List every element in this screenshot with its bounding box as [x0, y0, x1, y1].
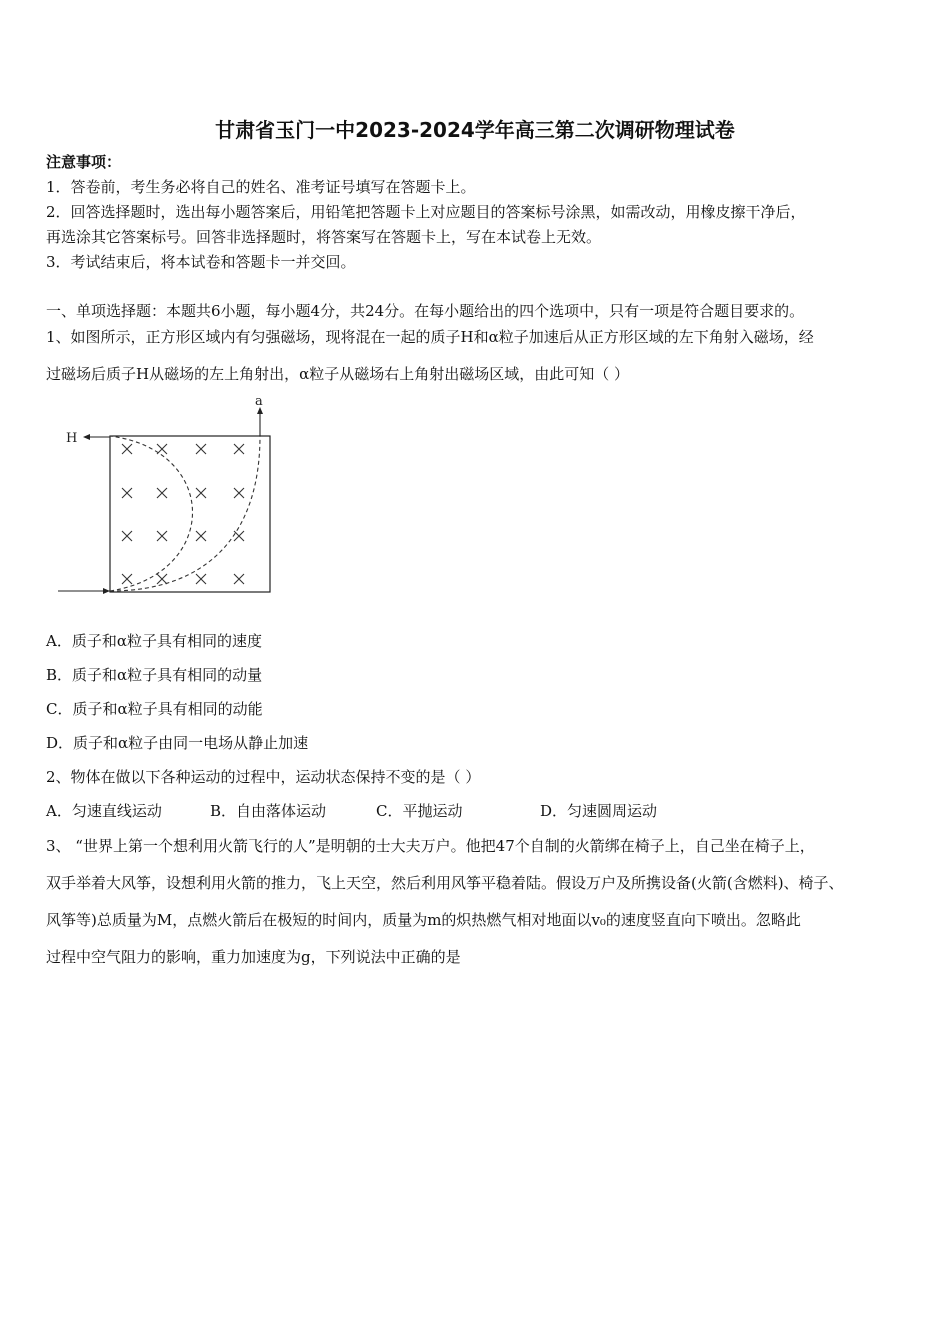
- question-3-stem: 风筝等)总质量为M，点燃火箭后在极短的时间内，质量为m的炽热燃气相对地面以v₀的速度竖直向下喷出。忽略此: [46, 911, 801, 929]
- alpha-trajectory: [110, 436, 260, 591]
- label-h: H: [66, 431, 78, 446]
- label-a: a: [255, 394, 263, 409]
- question-2-stem: 2、物体在做以下各种运动的过程中，运动状态保持不变的是（ ）: [46, 768, 481, 786]
- entry-arrow-icon: [103, 588, 110, 594]
- option-d: D．匀速圆周运动: [540, 802, 658, 820]
- question-1-stem: 过磁场后质子H从磁场的左上角射出，α粒子从磁场右上角射出磁场区域，由此可知（ ）: [46, 365, 629, 383]
- option-c: C．平抛运动: [376, 802, 463, 820]
- page-title: 甘肃省玉门一中2023-2024学年高三第二次调研物理试卷: [215, 118, 735, 142]
- notice-item: 2．回答选择题时，选出每小题答案后，用铅笔把答题卡上对应题目的答案标号涂黑，如需改动，用橡皮擦干净后，: [46, 203, 806, 221]
- option-a: A．质子和α粒子具有相同的速度: [46, 632, 262, 650]
- option-c: C．质子和α粒子具有相同的动能: [46, 700, 263, 718]
- proton-exit-arrow-icon: [83, 434, 90, 440]
- question-3-stem: 双手举着大风筝，设想利用火箭的推力，飞上天空，然后利用风筝平稳着陆。假设万户及所携设备(火箭(含燃料)、椅子、: [46, 874, 844, 892]
- option-b: B．自由落体运动: [210, 802, 327, 820]
- option-b: B．质子和α粒子具有相同的动量: [46, 666, 263, 684]
- notice-item: 再选涂其它答案标号。回答非选择题时，将答案写在答题卡上，写在本试卷上无效。: [46, 228, 602, 246]
- proton-trajectory: [110, 436, 193, 591]
- section-heading: 一、单项选择题：本题共6小题，每小题4分，共24分。在每小题给出的四个选项中，只有一项是符合题目要求的。: [46, 302, 805, 320]
- field-crosses: [122, 444, 244, 584]
- notice-item: 1．答卷前，考生务必将自己的姓名、准考证号填写在答题卡上。: [46, 178, 476, 196]
- magnetic-field-figure: [50, 392, 280, 602]
- option-d: D．质子和α粒子由同一电场从静止加速: [46, 734, 309, 752]
- field-square: [110, 436, 270, 592]
- question-3-stem: 3、 “世界上第一个想利用火箭飞行的人”是明朝的士大夫万户。他把47个自制的火箭绑在椅子上，自己坐在椅子上，: [46, 837, 815, 855]
- notice-heading: 注意事项：: [46, 153, 122, 171]
- option-a: A．匀速直线运动: [46, 802, 162, 820]
- notice-item: 3．考试结束后，将本试卷和答题卡一并交回。: [46, 253, 356, 271]
- question-3-stem: 过程中空气阻力的影响，重力加速度为g，下列说法中正确的是: [46, 948, 461, 966]
- question-2-options: [46, 801, 906, 821]
- question-1-stem: 1、如图所示，正方形区域内有匀强磁场，现将混在一起的质子H和α粒子加速后从正方形区域的左下角射入磁场，经: [46, 328, 814, 346]
